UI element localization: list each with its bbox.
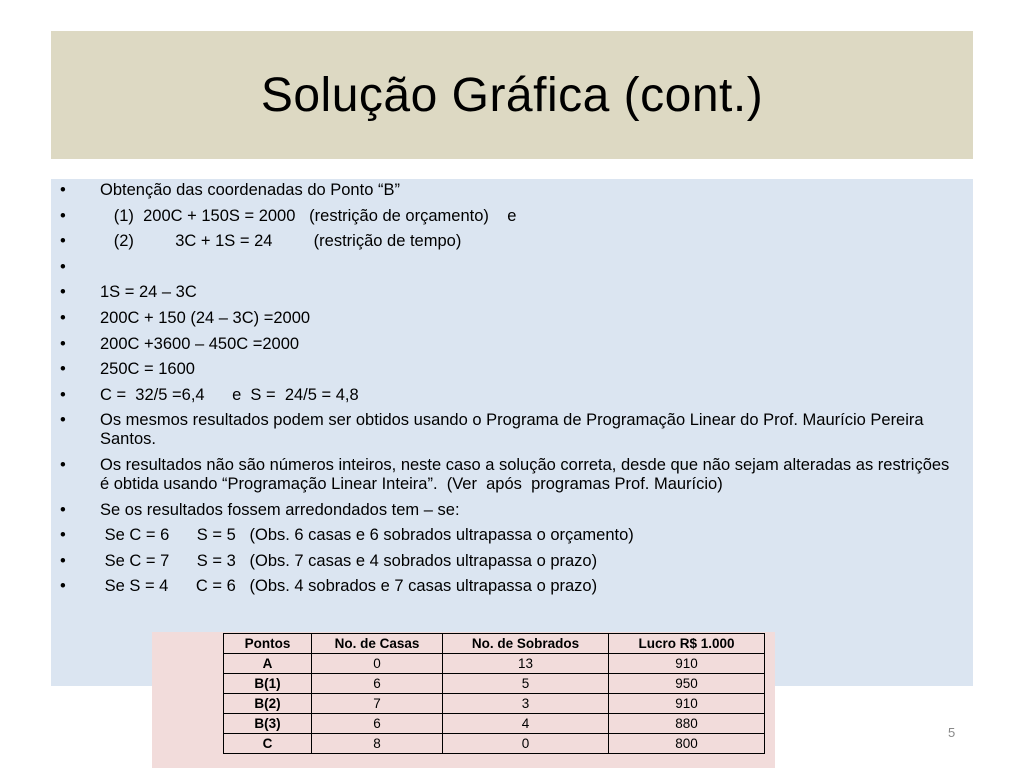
bullet-item: • Se C = 6 S = 5 (Obs. 6 casas e 6 sobrados ultrapassa o orçamento)	[60, 526, 634, 545]
bullet-item: • Os resultados não são números inteiros, neste caso a solução correta, desde que não sejam alteradas as restrições é obtida usando “Programação Linear Inteira”. (Ver após programas Prof. Maurício)	[60, 455, 954, 493]
table-panel	[152, 632, 775, 768]
bullet-item: • 200C +3600 – 450C =2000	[60, 334, 300, 353]
header-sobrados: No. de Sobrados	[443, 634, 609, 654]
cell-casas: 8	[312, 734, 443, 754]
bullet-dot: •	[60, 360, 66, 379]
bullet-dot: •	[60, 411, 66, 430]
bullet-dot: •	[60, 257, 66, 276]
cell-ponto: A	[224, 654, 312, 674]
cell-ponto: B(1)	[224, 674, 312, 694]
table-header-row	[224, 634, 765, 654]
cell-ponto: B(3)	[224, 714, 312, 734]
bullet-dot: •	[60, 181, 66, 199]
bullet-item: • Se C = 7 S = 3 (Obs. 7 casas e 4 sobrados ultrapassa o prazo)	[60, 551, 598, 570]
cell-lucro: 950	[609, 674, 765, 694]
bullet-item: • Obtenção das coordenadas do Ponto “B”	[60, 181, 400, 199]
bullet-dot: •	[60, 526, 66, 545]
bullet-item: • C = 32/5 =6,4 e S = 24/5 = 4,8	[60, 385, 359, 404]
bullet-item: • (1) 200C + 150S = 2000 (restrição de orçamento) e	[60, 206, 517, 225]
cell-sobrados: 4	[443, 714, 609, 734]
bullet-item	[51, 258, 951, 277]
bullet-dot: •	[60, 334, 66, 353]
bullet-dot: •	[60, 283, 66, 302]
bullet-dot: •	[60, 308, 66, 327]
header-lucro: Lucro R$ 1.000	[609, 634, 765, 654]
cell-casas: 0	[312, 654, 443, 674]
cell-sobrados: 5	[443, 674, 609, 694]
header-pontos: Pontos	[224, 634, 312, 654]
bullet-dot: •	[60, 385, 66, 404]
bullet-item: • Os mesmos resultados podem ser obtidos usando o Programa de Programação Linear do Prof. Maurício Pereira Santos.	[60, 411, 929, 449]
title-bar	[51, 31, 973, 159]
bullet-item: • 250C = 1600	[60, 360, 195, 379]
cell-ponto: B(2)	[224, 694, 312, 714]
bullet-item: • 200C + 150 (24 – 3C) =2000	[60, 308, 311, 327]
results-table	[223, 633, 765, 754]
bullet-dot: •	[60, 551, 66, 570]
table-row	[224, 734, 765, 754]
cell-lucro: 910	[609, 654, 765, 674]
bullet-dot: •	[60, 577, 66, 596]
cell-sobrados: 13	[443, 654, 609, 674]
bullet-item: • Se S = 4 C = 6 (Obs. 4 sobrados e 7 casas ultrapassa o prazo)	[60, 577, 598, 596]
cell-ponto: C	[224, 734, 312, 754]
table-row	[224, 654, 765, 674]
bullet-item: • 1S = 24 – 3C	[60, 283, 197, 302]
content-box	[51, 179, 973, 686]
cell-casas: 6	[312, 714, 443, 734]
cell-lucro: 910	[609, 694, 765, 714]
bullet-list	[51, 181, 954, 603]
cell-lucro: 880	[609, 714, 765, 734]
bullet-dot: •	[60, 455, 66, 474]
cell-lucro: 800	[609, 734, 765, 754]
header-casas: No. de Casas	[312, 634, 443, 654]
cell-sobrados: 0	[443, 734, 609, 754]
bullet-dot: •	[60, 206, 66, 225]
bullet-item: • (2) 3C + 1S = 24 (restrição de tempo)	[60, 232, 462, 251]
table-row	[224, 714, 765, 734]
bullet-dot: •	[60, 500, 66, 519]
table-row	[224, 674, 765, 694]
page-number: 5	[948, 725, 956, 740]
bullet-dot: •	[60, 232, 66, 251]
cell-casas: 7	[312, 694, 443, 714]
slide-title: Solução Gráfica (cont.)	[260, 68, 764, 122]
bullet-item: • Se os resultados fossem arredondados tem – se:	[60, 500, 460, 519]
table-row	[224, 694, 765, 714]
cell-casas: 6	[312, 674, 443, 694]
cell-sobrados: 3	[443, 694, 609, 714]
